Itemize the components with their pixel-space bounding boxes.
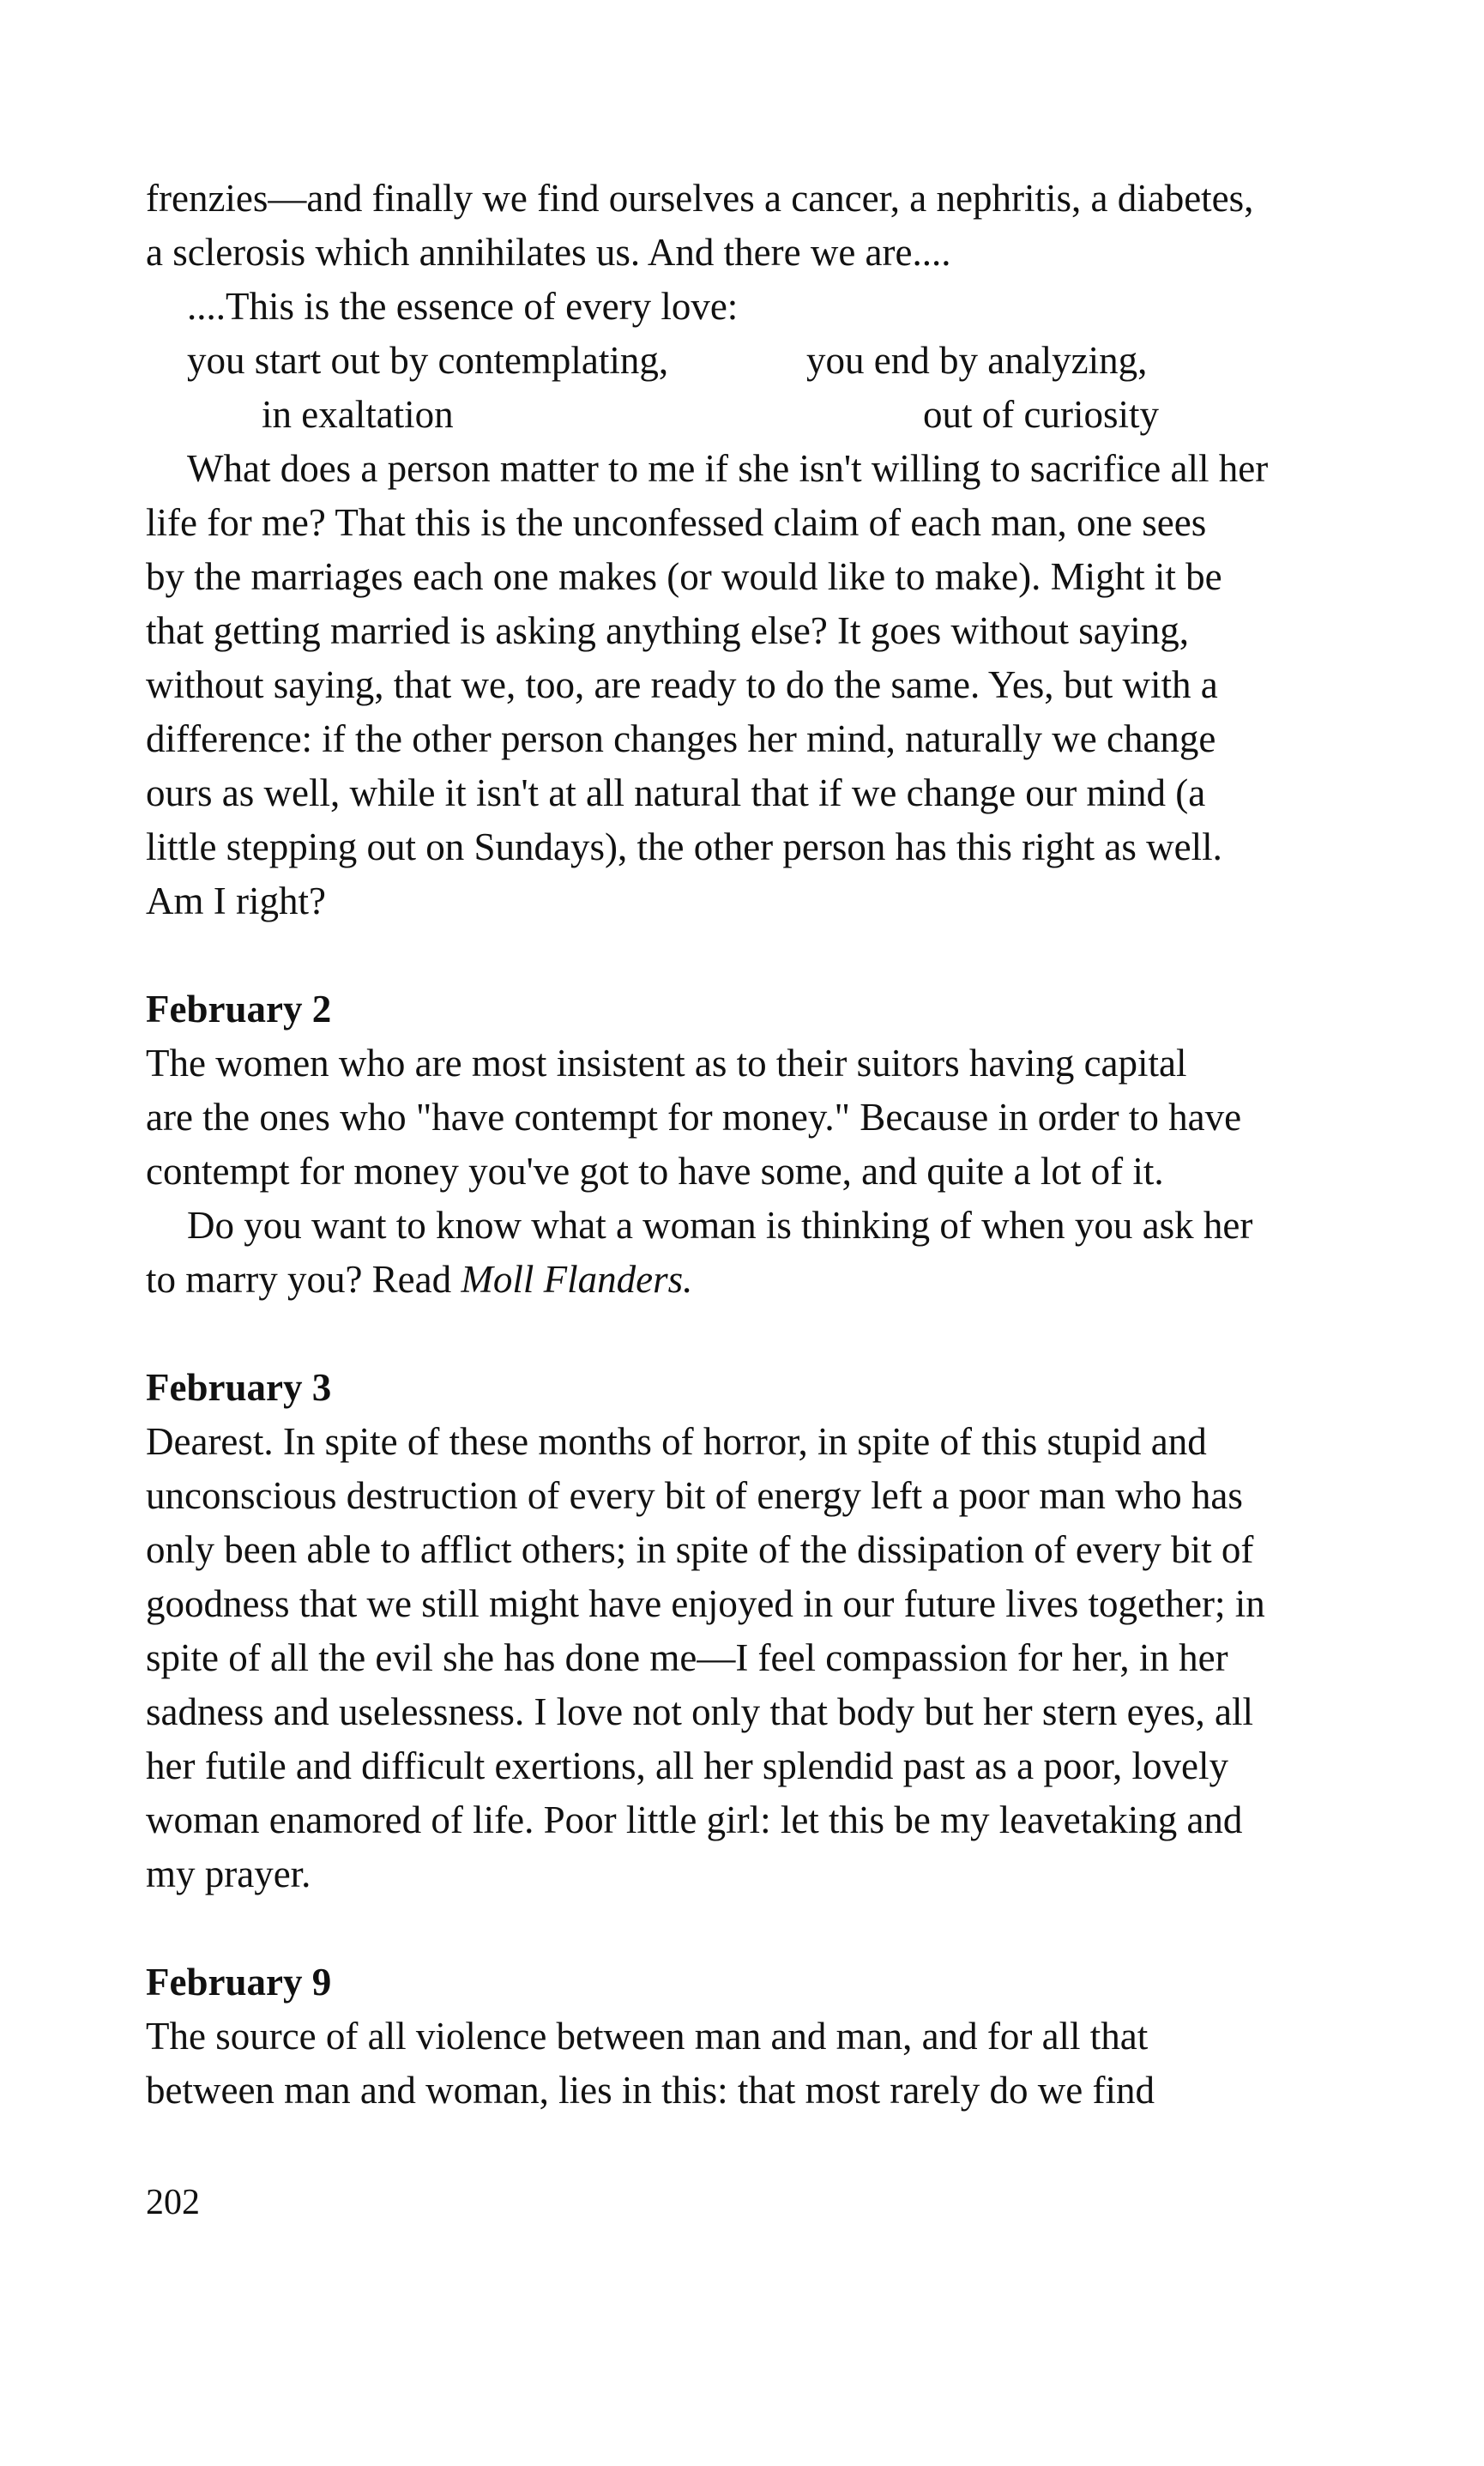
body-line: The women who are most insistent as to their suitors having capital xyxy=(146,1042,1187,1085)
entry-date-heading: February 2 xyxy=(146,988,332,1031)
body-line: difference: if the other person changes her mind, naturally we change xyxy=(146,717,1216,760)
body-line: by the marriages each one makes (or would like to make). Might it be xyxy=(146,555,1222,598)
column-left-text: you start out by contemplating, xyxy=(187,339,669,382)
body-line: a sclerosis which annihilates us. And there we are.... xyxy=(146,231,951,274)
body-line: without saying, that we, too, are ready to do the same. Yes, but with a xyxy=(146,663,1218,706)
body-line: frenzies—and finally we find ourselves a cancer, a nephritis, a diabetes, xyxy=(146,177,1254,220)
entry-date-heading: February 3 xyxy=(146,1366,332,1409)
column-right-text: out of curiosity xyxy=(923,393,1159,436)
column-right-text: you end by analyzing, xyxy=(806,339,1148,382)
page-body xyxy=(146,172,1364,2118)
body-line: spite of all the evil she has done me—I feel compassion for her, in her xyxy=(146,1636,1228,1679)
section-gap xyxy=(146,1901,1364,1955)
two-column-row xyxy=(146,388,1364,442)
body-line: my prayer. xyxy=(146,1853,311,1895)
two-column-row xyxy=(146,334,1364,388)
section-gap xyxy=(146,928,1364,982)
body-line: Dearest. In spite of these months of horror, in spite of this stupid and xyxy=(146,1420,1207,1463)
body-line: ours as well, while it isn't at all natural that if we change our mind (a xyxy=(146,771,1206,814)
page-number: 202 xyxy=(146,2183,200,2222)
body-line: are the ones who "have contempt for money." Because in order to have xyxy=(146,1096,1242,1139)
body-line: goodness that we still might have enjoyed in our future lives together; in xyxy=(146,1582,1265,1625)
essence-line: ....This is the essence of every love: xyxy=(187,285,739,328)
body-line: her futile and difficult exertions, all her splendid past as a poor, lovely xyxy=(146,1744,1229,1787)
body-line: contempt for money you've got to have some, and quite a lot of it. xyxy=(146,1150,1164,1193)
body-line: sadness and uselessness. I love not only that body but her stern eyes, all xyxy=(146,1690,1254,1733)
body-line: little stepping out on Sundays), the other person has this right as well. xyxy=(146,825,1222,868)
body-line: The source of all violence between man and man, and for all that xyxy=(146,2015,1149,2058)
body-line: that getting married is asking anything else? It goes without saying, xyxy=(146,609,1190,652)
body-line: unconscious destruction of every bit of energy left a poor man who has xyxy=(146,1474,1243,1517)
body-line: Am I right? xyxy=(146,879,326,922)
book-title: Moll Flanders. xyxy=(461,1258,693,1301)
body-line: life for me? That this is the unconfessed claim of each man, one sees xyxy=(146,501,1207,544)
body-line: woman enamored of life. Poor little girl: let this be my leavetaking and xyxy=(146,1798,1243,1841)
body-text: to marry you? Read xyxy=(146,1258,461,1301)
body-line xyxy=(146,1253,1364,1307)
entry-date-heading: February 9 xyxy=(146,1961,332,2004)
body-line: only been able to afflict others; in spite of the dissipation of every bit of xyxy=(146,1528,1254,1571)
body-line: Do you want to know what a woman is thinking of when you ask her xyxy=(187,1204,1253,1247)
body-line: What does a person matter to me if she isn't willing to sacrifice all her xyxy=(187,447,1269,490)
section-gap xyxy=(146,1307,1364,1361)
body-line: between man and woman, lies in this: that most rarely do we find xyxy=(146,2069,1155,2112)
column-left-text: in exaltation xyxy=(262,393,454,436)
